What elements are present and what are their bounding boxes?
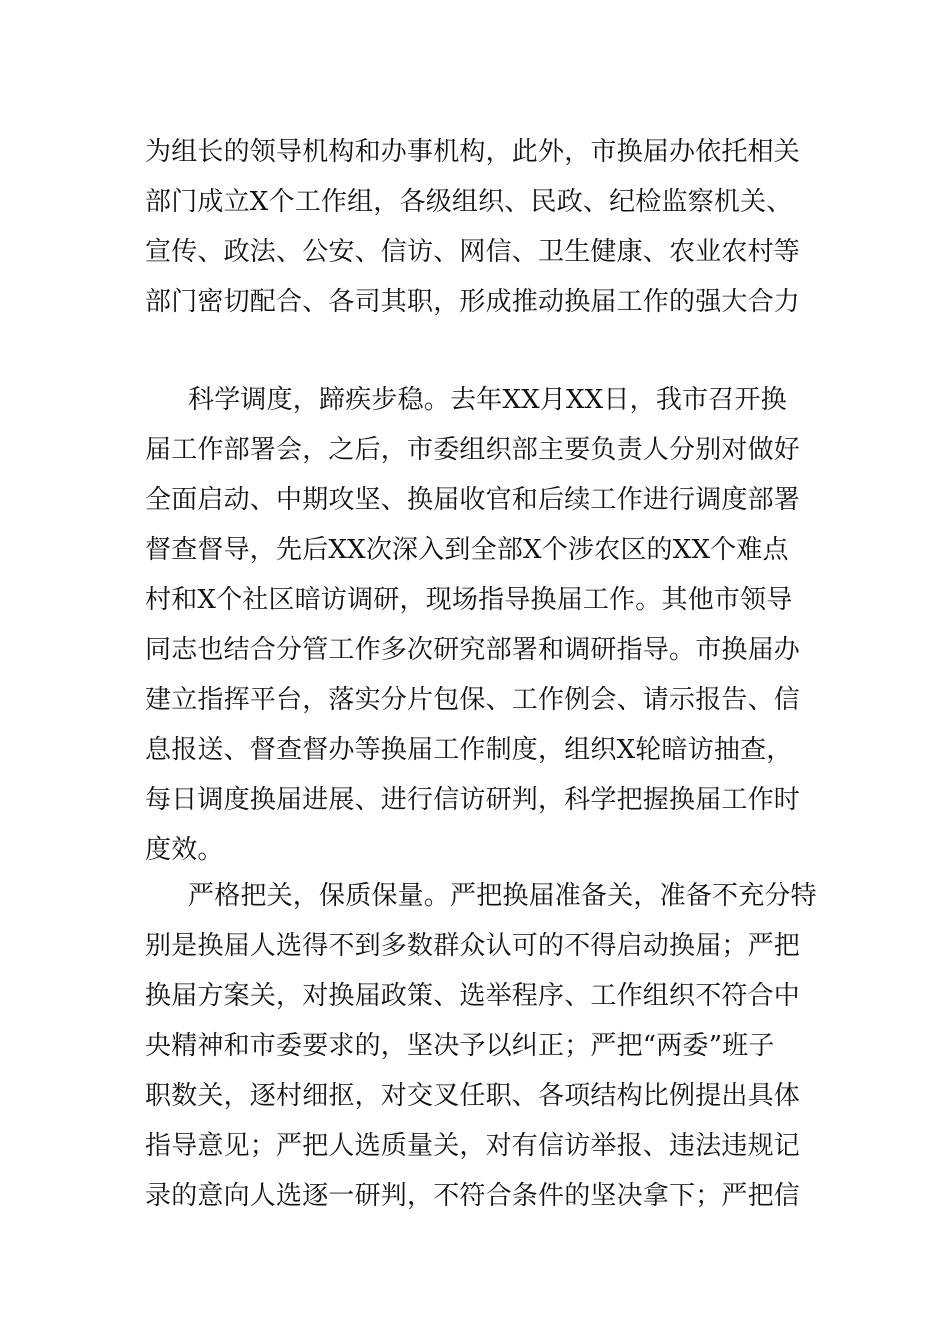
text-line: 部门成立X个工作组，各级组织、民政、纪检监察机关、 xyxy=(145,187,793,217)
text-line: 别是换届人选得不到多数群众认可的不得启动换届；严把 xyxy=(145,931,801,961)
text-line: 职数关，逐村细抠，对交叉任职、各项结构比例提出具体 xyxy=(145,1081,801,1111)
text-line: 每日调度换届进展、进行信访研判，科学把握换届工作时 xyxy=(145,785,801,815)
text-line: 村和X个社区暗访调研，现场指导换届工作。其他市领导 xyxy=(145,585,793,615)
text-line: 建立指挥平台，落实分片包保、工作例会、请示报告、信 xyxy=(145,685,801,715)
text-line: 部门密切配合、各司其职，形成推动换届工作的强大合力 xyxy=(145,287,801,317)
text-line: 全面启动、中期攻坚、换届收官和后续工作进行调度部署 xyxy=(145,485,801,515)
text-line: 严格把关，保质保量。严把换届准备关，准备不充分特 xyxy=(188,881,817,911)
text-line: 同志也结合分管工作多次研究部署和调研指导。市换届办 xyxy=(145,635,801,665)
text-line: 宣传、政法、公安、信访、网信、卫生健康、农业农村等 xyxy=(145,237,801,267)
text-line: 度效。 xyxy=(145,835,224,865)
text-line: 录的意向人选逐一研判，不符合条件的坚决拿下；严把信 xyxy=(145,1181,801,1211)
text-line: 央精神和市委要求的，坚决予以纠正；严把“两委”班子 xyxy=(145,1031,775,1061)
text-line: 换届方案关，对换届政策、选举程序、工作组织不符合中 xyxy=(145,981,801,1011)
text-line: 督查督导，先后XX次深入到全部X个涉农区的XX个难点 xyxy=(145,535,789,565)
text-line: 届工作部署会，之后，市委组织部主要负责人分别对做好 xyxy=(145,435,801,465)
text-line: 科学调度，蹄疾步稳。去年XX月XX日，我市召开换 xyxy=(188,385,787,415)
text-line: 为组长的领导机构和办事机构，此外，市换届办依托相关 xyxy=(145,137,801,167)
text-line: 指导意见；严把人选质量关，对有信访举报、违法违规记 xyxy=(145,1131,801,1161)
text-line: 息报送、督查督办等换届工作制度，组织X轮暗访抽查， xyxy=(145,735,793,765)
